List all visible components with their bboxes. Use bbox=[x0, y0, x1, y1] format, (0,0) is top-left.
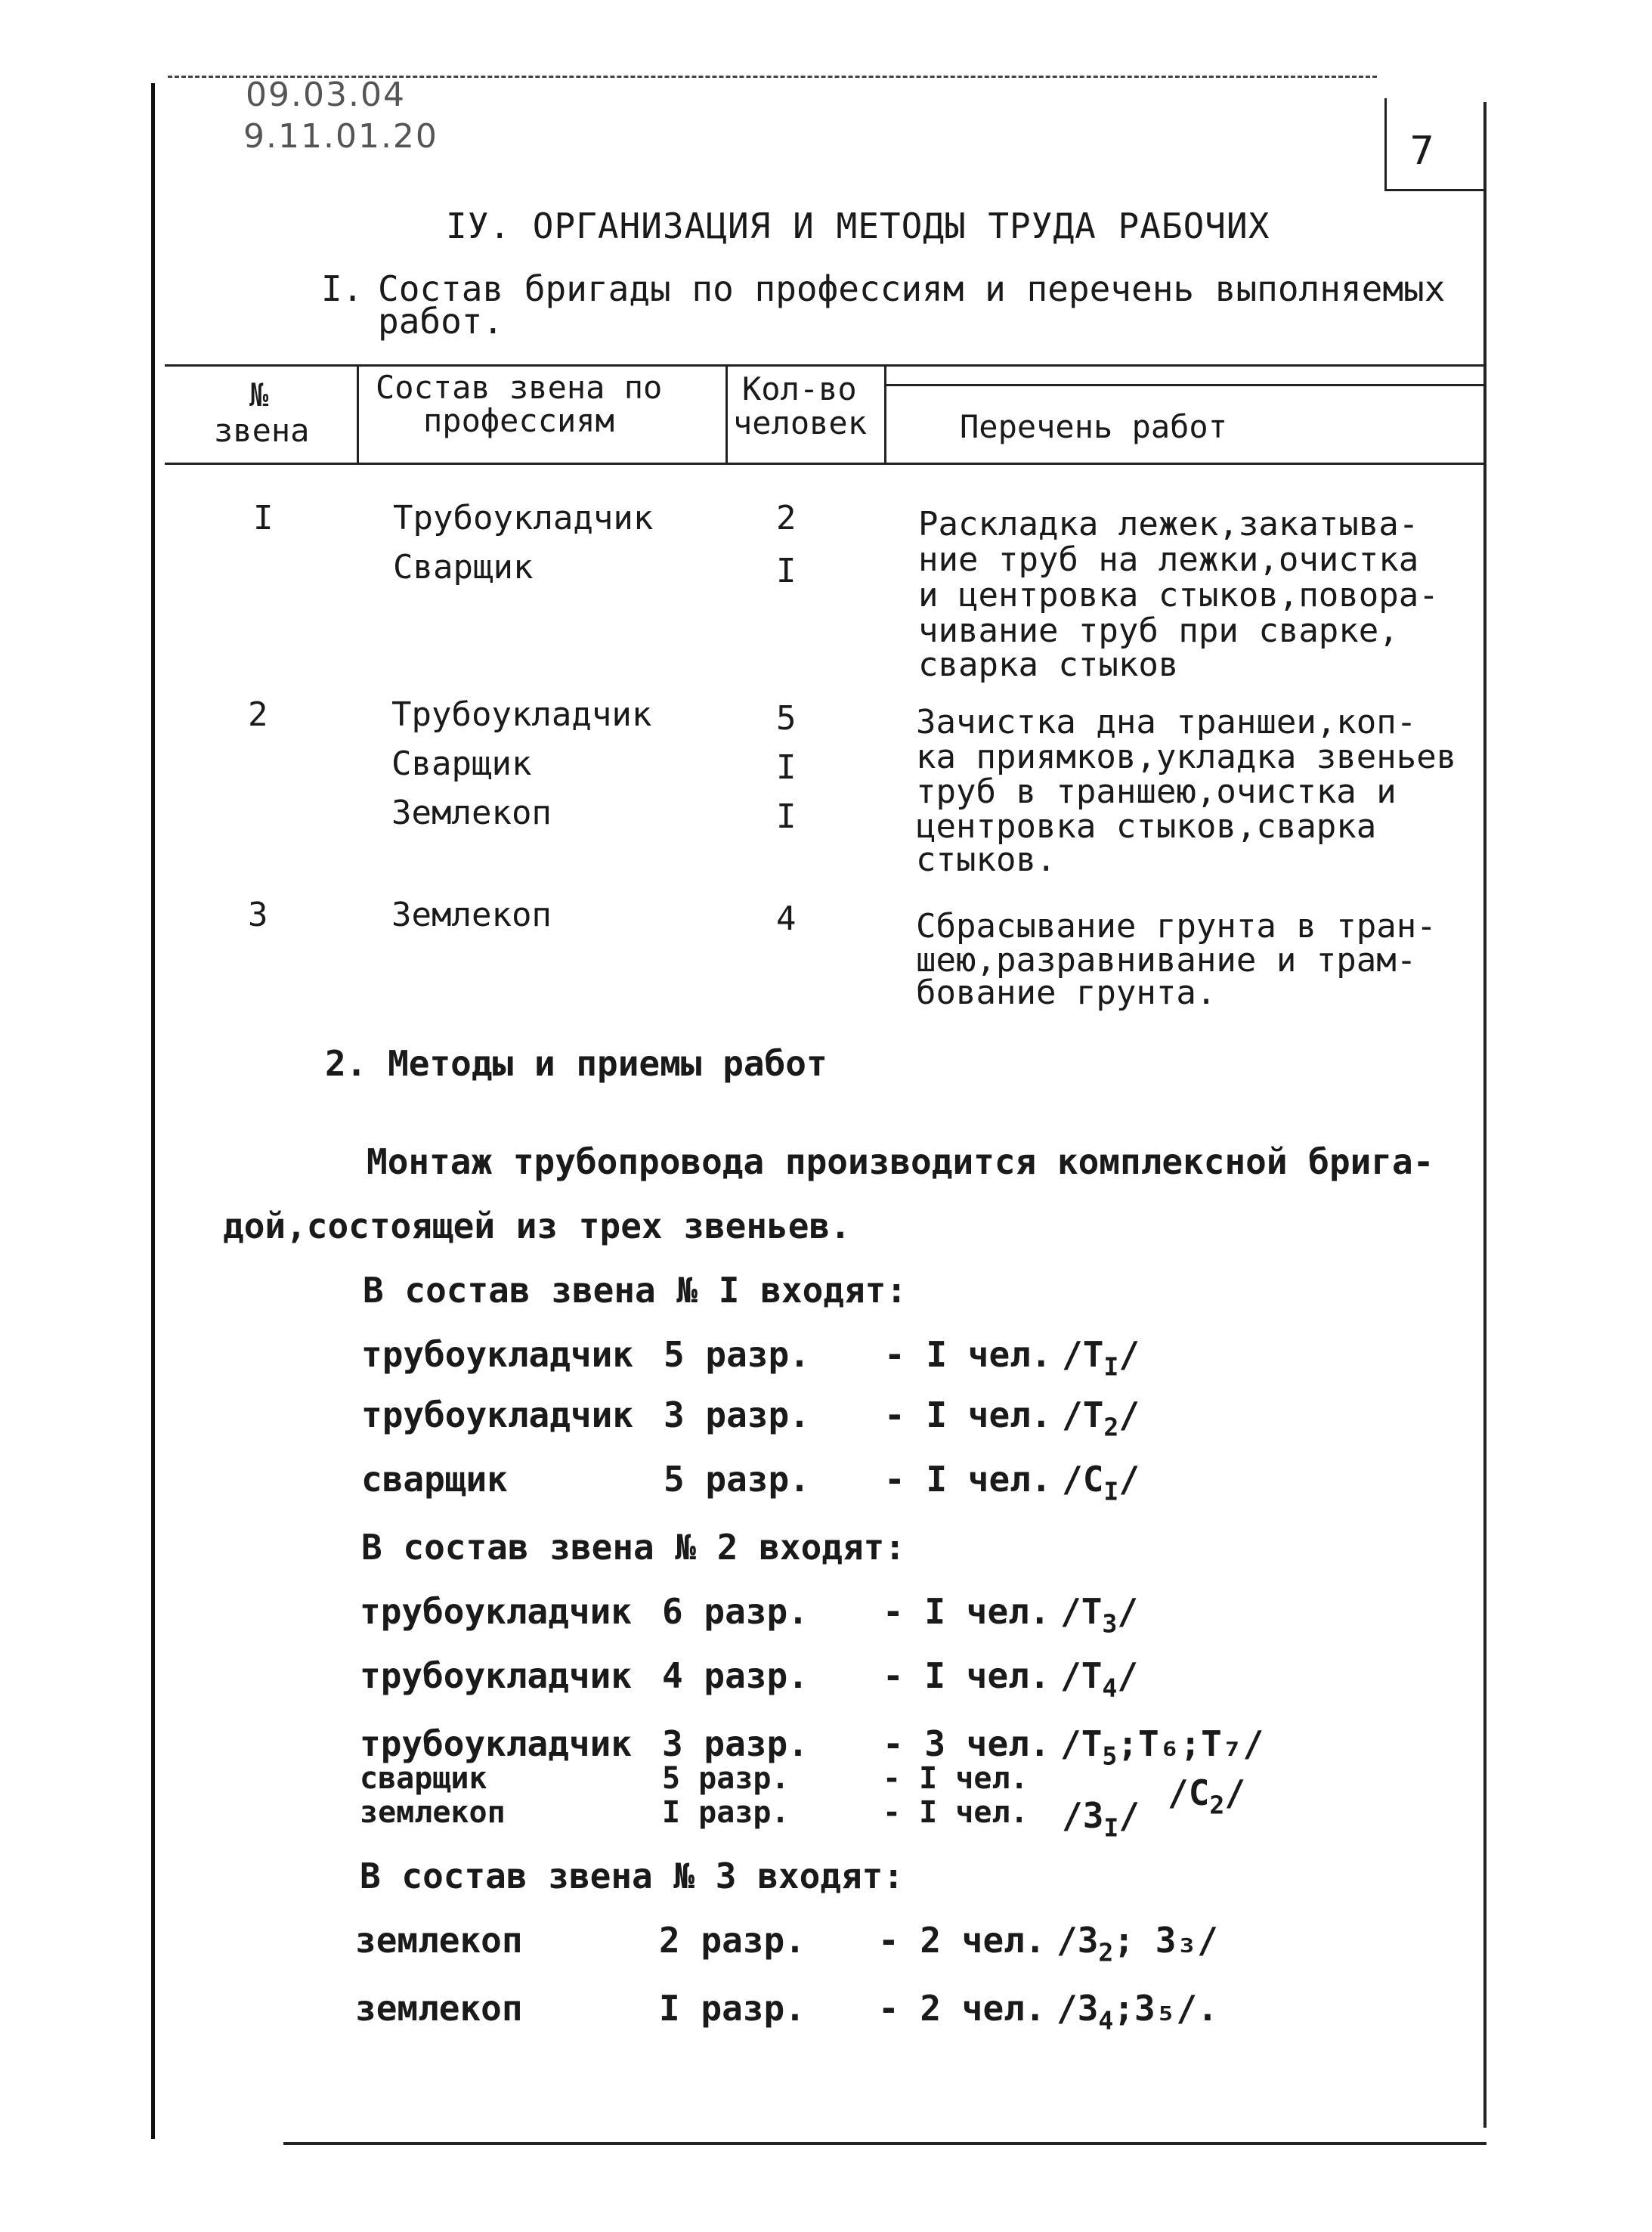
th-composition-line2: профессиям bbox=[423, 402, 614, 439]
th-number-bottom: звена bbox=[214, 412, 310, 449]
row3-works-2: шею,разравнивание и трам- bbox=[916, 941, 1417, 980]
row1-works-3: и центровка стыков,повора- bbox=[918, 576, 1439, 614]
crew1-member3-count: - I чел. bbox=[884, 1459, 1052, 1500]
crew3-heading: В состав звена № 3 входят: bbox=[360, 1856, 905, 1896]
crew2-member3-count: - 3 чел. bbox=[883, 1723, 1050, 1764]
row1-profession-1: Трубоукладчик bbox=[393, 499, 654, 537]
crew3-member2-code: $/З_4;З_5/$. bbox=[1056, 1988, 1218, 2035]
frame-bottom-border bbox=[283, 2142, 1486, 2145]
table-header-inner-line bbox=[884, 384, 1483, 386]
crew2-member3-code: $/T_5;T_6;T_7/$ bbox=[1060, 1723, 1264, 1771]
row2-number: 2 bbox=[248, 695, 268, 734]
crew1-member1-code: $/T_I/$ bbox=[1062, 1334, 1140, 1382]
row3-number: 3 bbox=[248, 896, 268, 934]
row2-works-4: центровка стыков,сварка bbox=[916, 807, 1377, 846]
frame-right-border bbox=[1483, 102, 1486, 2128]
row2-works-3: труб в траншею,очистка и bbox=[916, 772, 1397, 811]
table-col-divider-1 bbox=[357, 364, 359, 463]
subsection1-number: I. bbox=[321, 268, 364, 309]
crew2-heading: В состав звена № 2 входят: bbox=[361, 1527, 906, 1568]
table-header-bottom-line bbox=[165, 463, 1483, 465]
row2-count-1: 5 bbox=[776, 699, 797, 738]
crew2-member2-grade: 4 разр. bbox=[662, 1655, 809, 1696]
row1-number: I bbox=[253, 499, 274, 537]
subsection1-title-line1: Состав бригады по профессиям и перечень выполняемых bbox=[378, 268, 1446, 309]
crew2-member3-role: трубоукладчик bbox=[360, 1723, 633, 1764]
crew2-member5-code: $/З_I/$ bbox=[1062, 1795, 1140, 1843]
page-number: 7 bbox=[1409, 128, 1435, 174]
frame-left-border bbox=[151, 83, 155, 2139]
crew2-member4-role: сварщик bbox=[360, 1761, 487, 1796]
table-col-divider-2 bbox=[725, 364, 728, 463]
crew3-member2-count: - 2 чел. bbox=[878, 1988, 1046, 2029]
row3-works-1: Сбрасывание грунта в тран- bbox=[916, 907, 1437, 946]
crew2-member5-count: - I чел. bbox=[883, 1795, 1029, 1830]
subsection1-title-line2: работ. bbox=[378, 301, 504, 342]
crew3-member2-grade: I разр. bbox=[659, 1988, 806, 2029]
crew1-member2-code: $/T_2/$ bbox=[1062, 1395, 1140, 1442]
intro-line1: Монтаж трубопровода производится комплексной брига- bbox=[367, 1141, 1434, 1182]
th-count-line2: человек bbox=[733, 404, 868, 441]
crew2-member5-grade: I разр. bbox=[662, 1795, 790, 1830]
crew2-member4-code: $/C_2/$ bbox=[1168, 1772, 1246, 1820]
row2-works-2: ка приямков,укладка звеньев bbox=[916, 738, 1457, 776]
row1-count-2: I bbox=[776, 552, 797, 590]
crew1-member3-grade: 5 разр. bbox=[664, 1459, 810, 1500]
th-number-top: № bbox=[249, 376, 269, 413]
crew2-member1-count: - I чел. bbox=[883, 1591, 1050, 1632]
crew1-member2-count: - I чел. bbox=[884, 1395, 1052, 1435]
crew3-member1-grade: 2 разр. bbox=[659, 1920, 806, 1961]
doc-code-line1: 09.03.04 bbox=[246, 76, 406, 114]
th-works: Перечень работ bbox=[960, 408, 1228, 445]
section-title: IУ. ОРГАНИЗАЦИЯ И МЕТОДЫ ТРУДА РАБОЧИХ bbox=[446, 206, 1270, 246]
row3-works-3: бование грунта. bbox=[916, 974, 1217, 1012]
crew3-member2-role: землекоп bbox=[355, 1988, 523, 2029]
crew2-member1-grade: 6 разр. bbox=[662, 1591, 809, 1632]
crew1-member3-code: $/C_I/$ bbox=[1062, 1459, 1140, 1506]
crew2-member5-role: землекоп bbox=[360, 1795, 506, 1830]
row1-count-1: 2 bbox=[776, 499, 797, 537]
row3-profession-1: Землекоп bbox=[391, 896, 552, 934]
doc-code-line2: 9.11.01.20 bbox=[243, 117, 438, 156]
crew1-member1-role: трубоукладчик bbox=[361, 1334, 634, 1375]
row2-works-5: стыков. bbox=[916, 840, 1056, 879]
crew3-member1-role: землекоп bbox=[355, 1920, 523, 1961]
th-composition-line1: Состав звена по bbox=[376, 369, 663, 406]
crew2-member3-grade: 3 разр. bbox=[662, 1723, 809, 1764]
crew1-member2-grade: 3 разр. bbox=[664, 1395, 810, 1435]
th-count-line1: Кол-во bbox=[742, 370, 857, 407]
crew3-member1-count: - 2 чел. bbox=[878, 1920, 1046, 1961]
row1-works-2: ние труб на лежки,очистка bbox=[918, 540, 1419, 579]
row1-works-5: сварка стыков bbox=[918, 645, 1179, 684]
crew2-member4-count: - I чел. bbox=[883, 1761, 1029, 1796]
row1-profession-2: Сварщик bbox=[393, 548, 534, 587]
crew2-member2-code: $/T_4/$ bbox=[1060, 1655, 1139, 1703]
crew1-heading: В состав звена № I входят: bbox=[363, 1270, 908, 1311]
page-number-box bbox=[1384, 98, 1486, 191]
row2-profession-1: Трубоукладчик bbox=[391, 695, 652, 734]
crew3-member1-code: $/З_2$; З₃/ bbox=[1056, 1920, 1218, 1967]
row2-count-2: I bbox=[776, 748, 797, 787]
row3-count-1: 4 bbox=[776, 899, 797, 938]
crew2-member4-grade: 5 разр. bbox=[662, 1761, 790, 1796]
crew1-member1-count: - I чел. bbox=[884, 1334, 1052, 1375]
row2-works-1: Зачистка дна траншеи,коп- bbox=[916, 703, 1417, 741]
crew2-member2-count: - I чел. bbox=[883, 1655, 1050, 1696]
row2-profession-3: Землекоп bbox=[391, 794, 552, 832]
crew1-member3-role: сварщик bbox=[361, 1459, 508, 1500]
subsection2-title: 2. Методы и приемы работ bbox=[325, 1043, 828, 1084]
row2-profession-2: Сварщик bbox=[391, 745, 532, 783]
intro-line2: дой,состоящей из трех звеньев. bbox=[223, 1206, 851, 1246]
table-col-divider-3 bbox=[884, 364, 886, 463]
row2-count-3: I bbox=[776, 797, 797, 836]
crew1-member1-grade: 5 разр. bbox=[664, 1334, 810, 1375]
crew2-member1-code: $/T_3/$ bbox=[1060, 1591, 1139, 1639]
crew2-member1-role: трубоукладчик bbox=[360, 1591, 633, 1632]
row1-works-1: Раскладка лежек,закатыва- bbox=[918, 505, 1419, 543]
crew2-member2-role: трубоукладчик bbox=[360, 1655, 633, 1696]
row1-works-4: чивание труб при сварке, bbox=[918, 611, 1399, 650]
crew1-member2-role: трубоукладчик bbox=[361, 1395, 634, 1435]
table-top-line bbox=[165, 364, 1483, 367]
